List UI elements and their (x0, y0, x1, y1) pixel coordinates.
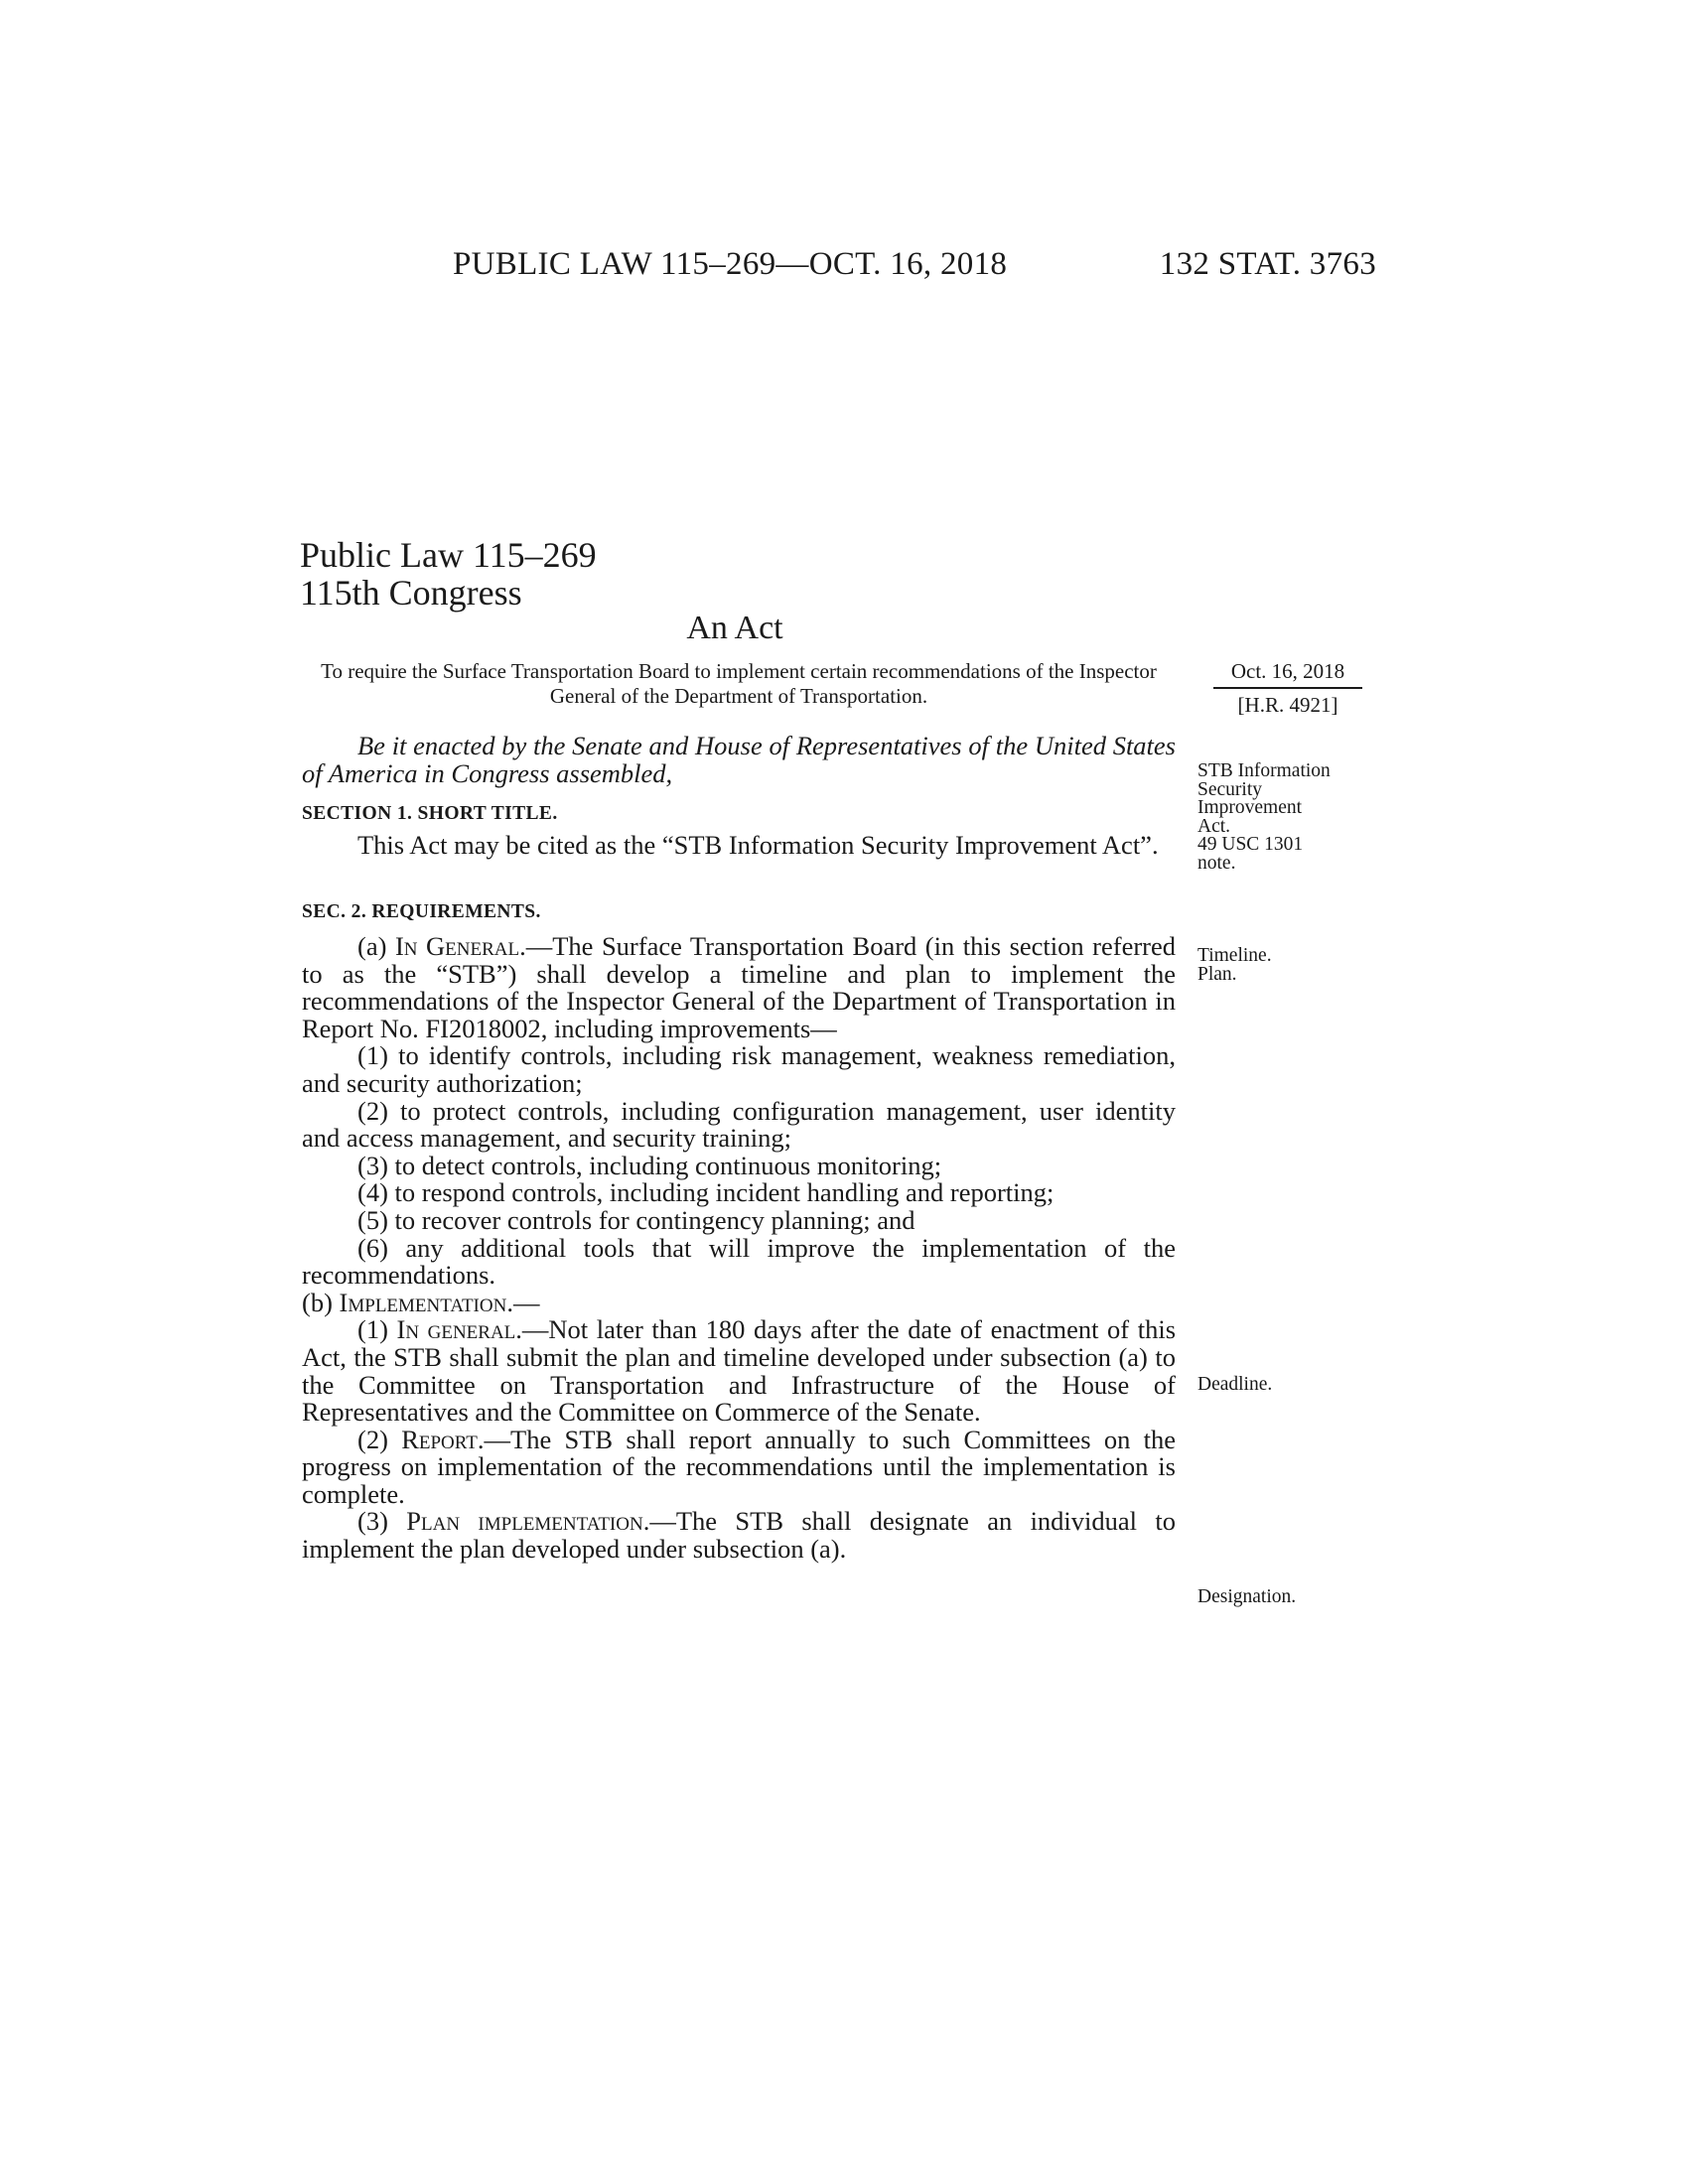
section-1-text: This Act may be cited as the “STB Information Security Improvement Act”. (357, 830, 1159, 860)
running-head-law-date: PUBLIC LAW 115–269—OCT. 16, 2018 (453, 246, 1008, 282)
margin-note-line: note. (1197, 852, 1236, 874)
paragraph-b1 (302, 1316, 1176, 1426)
margin-note-timeline (1197, 947, 1396, 984)
paragraph-a6: (6) any additional tools that will improve the implementation of the recommendations. (302, 1232, 1176, 1291)
enacting-clause (302, 733, 1176, 787)
paragraph-a2: (2) to protect controls, including configuration management, user identity and access management, and security training; (302, 1095, 1176, 1154)
margin-note-line: Act. (1197, 815, 1231, 837)
paragraph-b1-text: .—Not later than 180 days after the date of enactment of this Act, the STB shall submit the plan and timeline developed under subsection (a) to the Committee on Transportation and Infrastructure of the House of Representatives and the Committee on Commerce of the Senate. (302, 1314, 1177, 1428)
margin-note-line: STB Information (1197, 760, 1331, 781)
margin-note-line: Deadline. (1197, 1374, 1273, 1395)
bill-number: [H.R. 4921] (1237, 693, 1338, 717)
public-law-number: Public Law 115–269 (300, 535, 597, 575)
paragraph-a5: (5) to recover controls for contingency planning; and (357, 1204, 915, 1235)
margin-note-line: Plan. (1197, 963, 1237, 985)
enactment-date: Oct. 16, 2018 (1213, 659, 1362, 689)
paragraph-a3: (3) to detect controls, including continuous monitoring; (357, 1150, 942, 1180)
subsection-b-label: (b) (302, 1287, 340, 1317)
paragraph-a1: (1) to identify controls, including risk management, weakness remediation, and security authorization; (302, 1040, 1176, 1098)
enacting-clause-text: Be it enacted by the Senate and House of Representatives of the United States of America in Congress assembled, (302, 731, 1176, 788)
enactment-box (1213, 659, 1362, 718)
margin-note-line: Timeline. (1197, 945, 1272, 966)
paragraph-b2-heading: Report (401, 1424, 478, 1454)
margin-note-line: Designation. (1197, 1586, 1297, 1607)
subsection-a-text: .—The Surface Transportation Board (in this section referred to as the “STB”) shall develop a timeline and plan to implement the recommendations of the Inspector General of the Department of Transportation in Report No. FI2018002, including improvements— (302, 931, 1176, 1043)
margin-note-short-title (1197, 762, 1396, 873)
paragraph-b3-label: (3) (357, 1506, 407, 1537)
section-2-heading: SEC. 2. REQUIREMENTS. (302, 901, 541, 922)
section-2-body (302, 933, 1176, 1564)
paragraph-b1-label: (1) (357, 1314, 397, 1345)
paragraph-b3 (302, 1508, 1176, 1563)
public-law-title (300, 536, 597, 612)
margin-note-line: 49 USC 1301 (1197, 834, 1304, 855)
margin-note-line: Security (1197, 778, 1262, 800)
paragraph-b2-label: (2) (357, 1424, 402, 1454)
subsection-a-heading: In General (394, 931, 520, 961)
section-1-heading: SECTION 1. SHORT TITLE. (302, 803, 558, 824)
paragraph-b3-text: .—The STB shall designate an individual to implement the plan developed under subsection (a). (302, 1506, 1176, 1565)
running-head (453, 246, 1376, 283)
subsection-a-label: (a) (357, 931, 395, 961)
subsection-b-dash: .— (506, 1287, 540, 1317)
margin-note-line: Improvement (1197, 797, 1303, 818)
subsection-b (302, 1287, 1176, 1317)
subsection-b-heading: Implementation (339, 1287, 507, 1317)
paragraph-b3-heading: Plan implementation (406, 1506, 643, 1537)
paragraph-b1-heading: In general (396, 1314, 516, 1345)
margin-note-deadline (1197, 1376, 1396, 1395)
paragraph-a4: (4) to respond controls, including incident handling and reporting; (357, 1177, 1055, 1208)
act-purpose: To require the Surface Transportation Board to implement certain recommendations of the Inspector General of the Department of Transportation. (321, 659, 1157, 708)
margin-note-designation (1197, 1588, 1396, 1607)
section-1-body (302, 832, 1176, 860)
running-head-statute-page: 132 STAT. 3763 (1159, 246, 1376, 282)
congress-number: 115th Congress (300, 573, 522, 613)
act-heading: An Act (686, 610, 783, 646)
paragraph-b2-text: .—The STB shall report annually to such Committees on the progress on implementation of the recommendations until the implementation is complete. (302, 1424, 1177, 1509)
subsection-a (302, 933, 1176, 1042)
paragraph-b2 (302, 1424, 1177, 1509)
